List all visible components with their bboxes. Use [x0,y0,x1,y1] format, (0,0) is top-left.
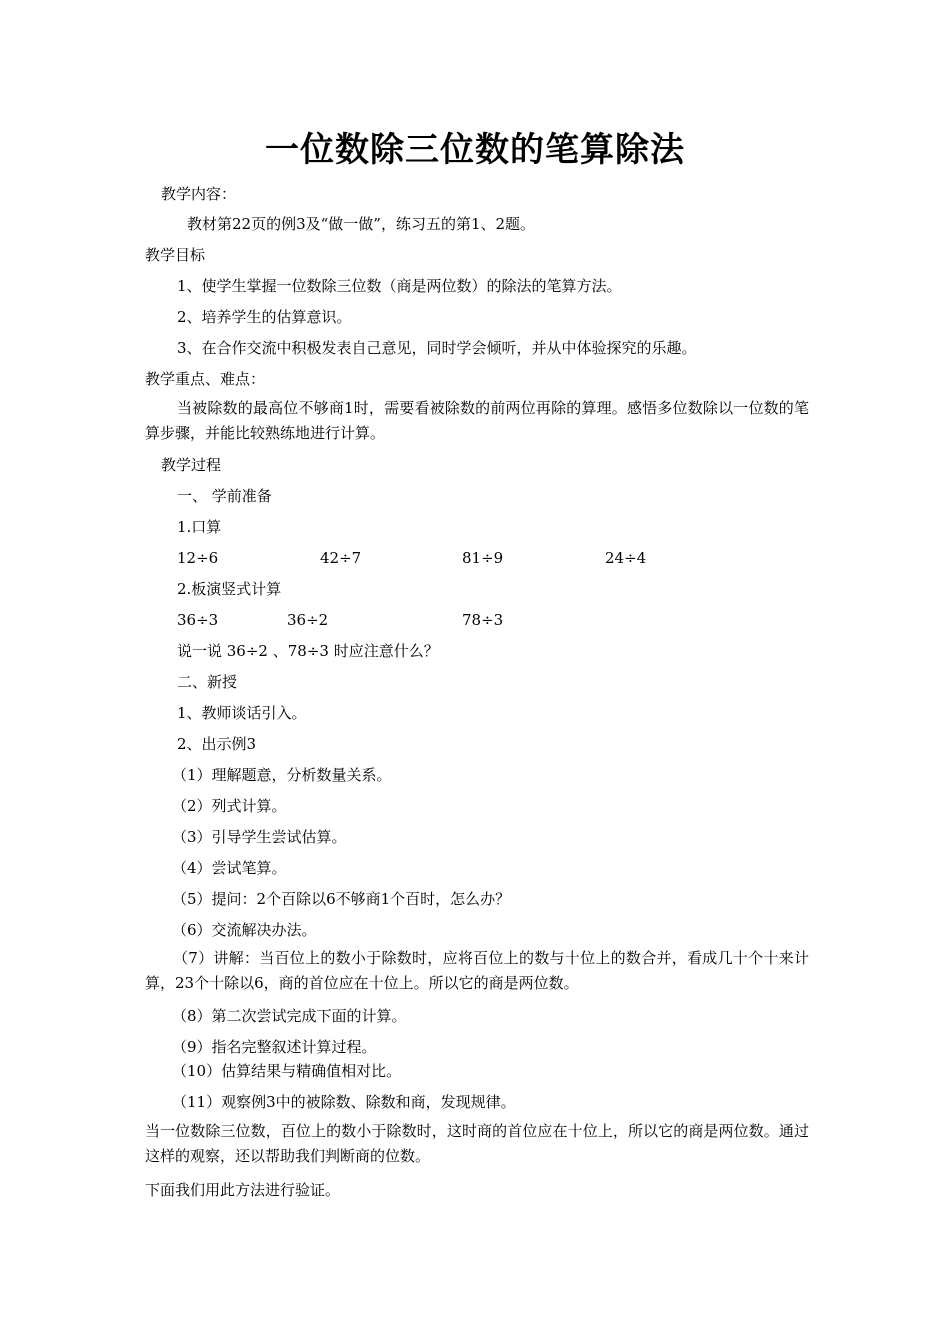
document-title: 一位数除三位数的笔算除法 [265,130,685,170]
part2-heading: 二、新授 [177,673,238,691]
closing-text: 下面我们用此方法进行验证。 [145,1181,341,1199]
oral-item: 42÷7 [320,549,362,567]
board-label: 2.板演竖式计算 [177,580,282,598]
process-heading: 教学过程 [161,456,222,474]
explanation-text: （7）讲解：当百位上的数小于除数时，应将百位上的数与十位上的数合并，看成几十个十来计算，23个十除以6，商的首位应在十位上。所以它的商是两位数。 [145,949,809,992]
goal-item: 3、在合作交流中积极发表自己意见，同时学会倾听，并从中体验探究的乐趣。 [177,339,697,357]
substep-item: （5）提问：2个百除以6不够商1个百时，怎么办？ [172,890,511,908]
content-heading: 教学内容： [161,185,237,203]
substep-item: （4）尝试笔算。 [172,859,287,877]
keypoints-heading: 教学重点、难点： [145,370,266,388]
substep-item: （8）第二次尝试完成下面的计算。 [172,1007,407,1025]
goal-item: 1、使学生掌握一位数除三位数（商是两位数）的除法的笔算方法。 [177,277,622,295]
board-item: 36÷2 [287,611,329,629]
substep-item: （1）理解题意，分析数量关系。 [172,766,392,784]
substep-item: （6）交流解决办法。 [172,921,317,939]
oral-item: 81÷9 [462,549,504,567]
substep-item: （11）观察例3中的被除数、除数和商，发现规律。 [172,1093,516,1111]
substep-item: （9）指名完整叙述计算过程。 [172,1038,377,1056]
goals-heading: 教学目标 [145,246,206,264]
step-item: 1、教师谈话引入。 [177,704,307,722]
board-item: 78÷3 [462,611,504,629]
discussion-question: 说一说 36÷2 、78÷3 时应注意什么？ [177,642,439,660]
substep-item: （2）列式计算。 [172,797,287,815]
goal-item: 2、培养学生的估算意识。 [177,308,352,326]
content-text: 教材第22页的例3及“做一做”，练习五的第1、2题。 [187,215,536,233]
substep-item: （10）估算结果与精确值相对比。 [172,1062,402,1080]
summary-text: 当一位数除三位数，百位上的数小于除数时，这时商的首位应在十位上，所以它的商是两位数。通过这样的观察，还以帮助我们判断商的位数。 [145,1122,809,1165]
board-item: 36÷3 [177,611,219,629]
oral-item: 24÷4 [605,549,647,567]
step-item: 2、出示例3 [177,735,257,753]
substep-item: （3）引导学生尝试估算。 [172,828,347,846]
part1-heading: 一、 学前准备 [177,487,272,505]
oral-item: 12÷6 [177,549,219,567]
oral-label: 1.口算 [177,518,222,536]
keypoints-text: 当被除数的最高位不够商1时，需要看被除数的前两位再除的算理。感悟多位数除以一位数的笔算步骤，并能比较熟练地进行计算。 [145,399,809,442]
